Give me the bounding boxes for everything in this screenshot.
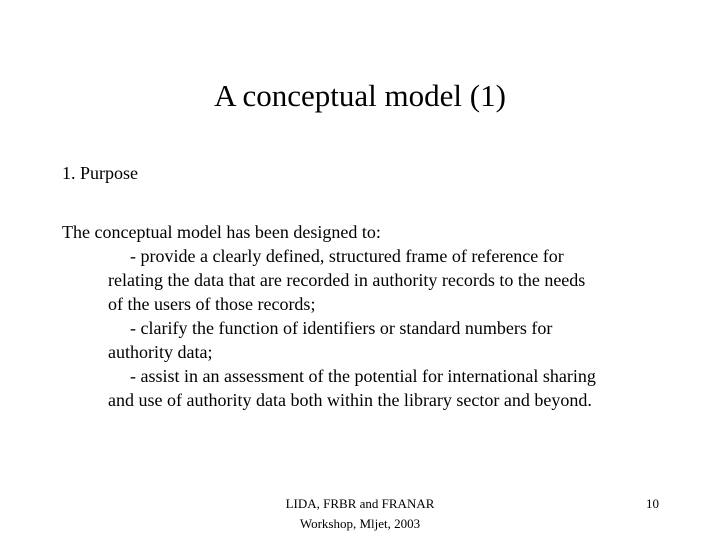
- footer-text: [210, 494, 510, 534]
- bullet-item: [108, 244, 678, 316]
- footer-line: LIDA, FRBR and FRANAR: [285, 496, 435, 511]
- footer-line: Workshop, Mljet, 2003: [299, 516, 421, 531]
- intro-text: The conceptual model has been designed to:: [62, 222, 381, 242]
- page-number: 10: [646, 496, 659, 511]
- bullet-line: authority data;: [108, 342, 213, 362]
- bullet-line: - clarify the function of identifiers or standard numbers for: [130, 318, 553, 338]
- slide-title: A conceptual model (1): [214, 78, 506, 113]
- bullet-list: [108, 244, 678, 412]
- bullet-line: of the users of those records;: [108, 294, 316, 314]
- bullet-line: and use of authority data both within the library sector and beyond.: [108, 390, 592, 410]
- bullet-line: - assist in an assessment of the potential for international sharing: [130, 366, 596, 386]
- bullet-line: relating the data that are recorded in authority records to the needs: [108, 270, 586, 290]
- section-heading: 1. Purpose: [62, 163, 138, 183]
- bullet-item: [108, 316, 678, 364]
- bullet-item: [108, 364, 678, 412]
- bullet-line: - provide a clearly defined, structured frame of reference for: [130, 246, 564, 266]
